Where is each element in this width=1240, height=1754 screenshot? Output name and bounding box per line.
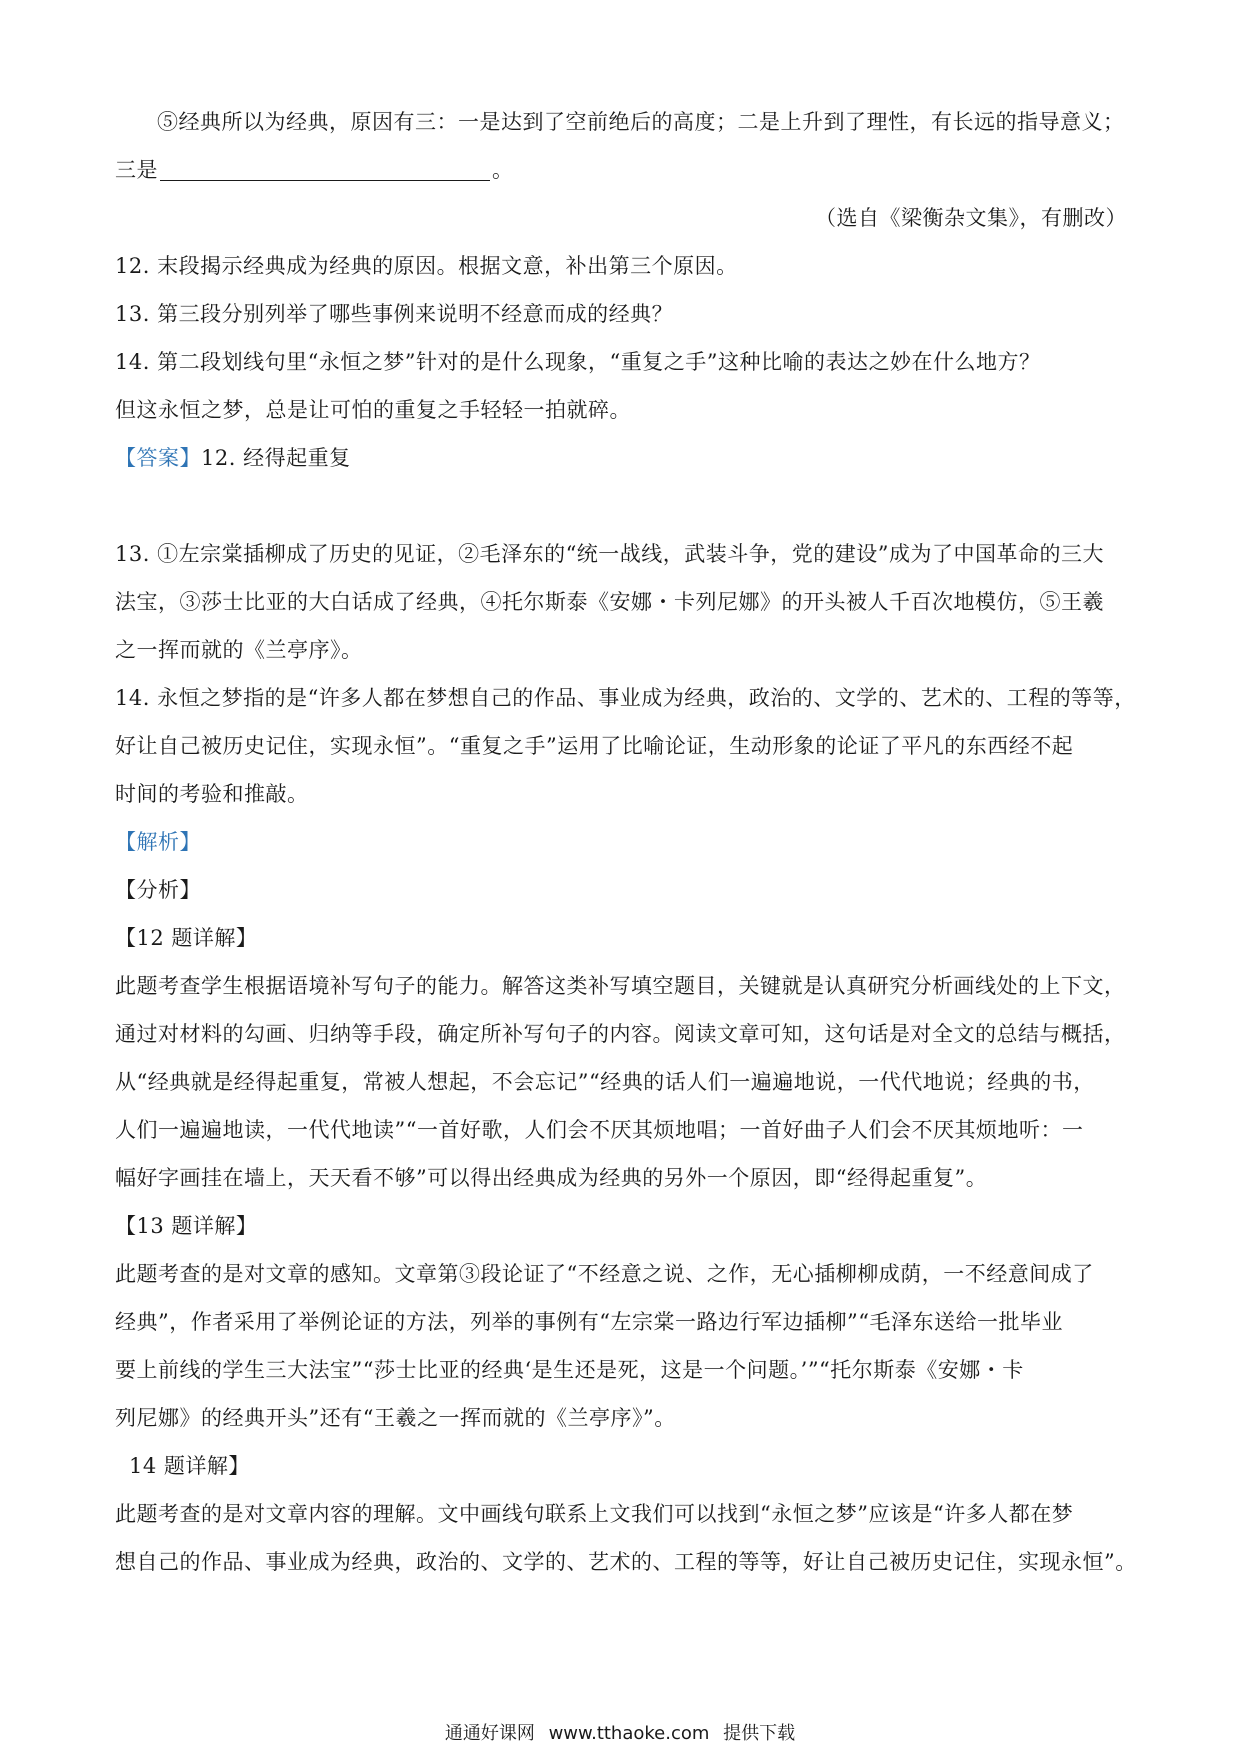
footer-site-name: 通通好课网 <box>444 1723 535 1744</box>
fill-in-blank <box>160 158 490 181</box>
answer-13 <box>115 530 1135 674</box>
answer-14-line: 时间的考验和推敲。 <box>115 782 309 806</box>
detail-13-line: 此题考查的是对文章的感知。文章第③段论证了“不经意之说、之作，无心插柳柳成荫，一不经意间成了 <box>115 1262 1094 1286</box>
answer-14-line: 14. 永恒之梦指的是“许多人都在梦想自己的作品、事业成为经典，政治的、文学的、艺术的、工程的等等， <box>115 686 1136 710</box>
question-14-quoted-sentence: 但这永恒之梦，总是让可怕的重复之手轻轻一拍就碎。 <box>115 398 631 422</box>
document-page <box>115 98 1135 1586</box>
passage-paragraph-5-line-1: ⑤经典所以为经典，原因有三：一是达到了空前绝后的高度；二是上升到了理性，有长远的指导意义； <box>157 110 1125 134</box>
detail-12-line: 人们一遍遍地读，一代代地读”“一首好歌，人们会不厌其烦地唱；一首好曲子人们会不厌其烦地听：一 <box>115 1118 1084 1142</box>
passage-paragraph-5-line-2 <box>115 146 1135 194</box>
fill-suffix: 。 <box>492 158 514 182</box>
detail-13-heading: 【13 题详解】 <box>115 1214 258 1238</box>
fenxi-heading: 【分析】 <box>115 878 201 902</box>
detail-14 <box>115 1490 1135 1586</box>
answer-14 <box>115 674 1135 818</box>
spacer <box>115 482 1135 530</box>
detail-12 <box>115 962 1135 1202</box>
answer-14-line: 好让自己被历史记住，实现永恒”。“重复之手”运用了比喻论证，生动形象的论证了平凡的东西经不起 <box>115 734 1074 758</box>
detail-13-line: 列尼娜》的经典开头”还有“王羲之一挥而就的《兰亭序》”。 <box>115 1406 676 1430</box>
question-13: 13. 第三段分别列举了哪些事例来说明不经意而成的经典？ <box>115 302 674 326</box>
answer-label: 【答案】 <box>115 446 201 470</box>
footer-url-link[interactable]: www.tthaoke.com <box>548 1723 710 1744</box>
detail-13-line: 要上前线的学生三大法宝”“莎士比亚的经典‘是生还是死，这是一个问题。’”“托尔斯泰《安娜・卡 <box>115 1358 1024 1382</box>
detail-14-heading: 14 题详解】 <box>129 1454 250 1478</box>
page-footer <box>0 1722 1240 1746</box>
footer-suffix: 提供下载 <box>723 1723 796 1744</box>
answer-13-line: 之一挥而就的《兰亭序》。 <box>115 638 363 662</box>
detail-12-line: 此题考查学生根据语境补写句子的能力。解答这类补写填空题目，关键就是认真研究分析画线处的上下文， <box>115 974 1126 998</box>
detail-13-line: 经典”，作者采用了举例论证的方法，列举的事例有“左宗棠一路边行军边插柳”“毛泽东送给一批毕业 <box>115 1310 1063 1334</box>
detail-12-line: 幅好字画挂在墙上，天天看不够”可以得出经典成为经典的另外一个原因，即“经得起重复”。 <box>115 1166 988 1190</box>
detail-12-heading: 【12 题详解】 <box>115 926 258 950</box>
answer-12-line <box>115 434 1135 482</box>
detail-14-line: 想自己的作品、事业成为经典，政治的、文学的、艺术的、工程的等等，好让自己被历史记住，实现永恒”。 <box>115 1550 1137 1574</box>
answer-12: 12. 经得起重复 <box>201 446 351 470</box>
question-12: 12. 末段揭示经典成为经典的原因。根据文意，补出第三个原因。 <box>115 254 738 278</box>
answer-13-line: 法宝，③莎士比亚的大白话成了经典，④托尔斯泰《安娜・卡列尼娜》的开头被人千百次地模仿，⑤王羲 <box>115 590 1104 614</box>
fill-prefix: 三是 <box>115 158 158 182</box>
analysis-label: 【解析】 <box>115 830 201 854</box>
question-14: 14. 第二段划线句里“永恒之梦”针对的是什么现象，“重复之手”这种比喻的表达之妙在什么地方？ <box>115 350 1041 374</box>
detail-12-line: 从“经典就是经得起重复，常被人想起，不会忘记”“经典的话人们一遍遍地说，一代代地说；经典的书， <box>115 1070 1095 1094</box>
detail-12-line: 通过对材料的勾画、归纳等手段，确定所补写句子的内容。阅读文章可知，这句话是对全文的总结与概括， <box>115 1022 1126 1046</box>
passage-source: （选自《梁衡杂文集》，有删改） <box>815 206 1127 230</box>
answer-13-line: 13. ①左宗棠插柳成了历史的见证，②毛泽东的“统一战线，武装斗争，党的建设”成为了中国革命的三大 <box>115 542 1105 566</box>
detail-14-line: 此题考查的是对文章内容的理解。文中画线句联系上文我们可以找到“永恒之梦”应该是“许多人都在梦 <box>115 1502 1074 1526</box>
detail-13 <box>115 1250 1135 1442</box>
